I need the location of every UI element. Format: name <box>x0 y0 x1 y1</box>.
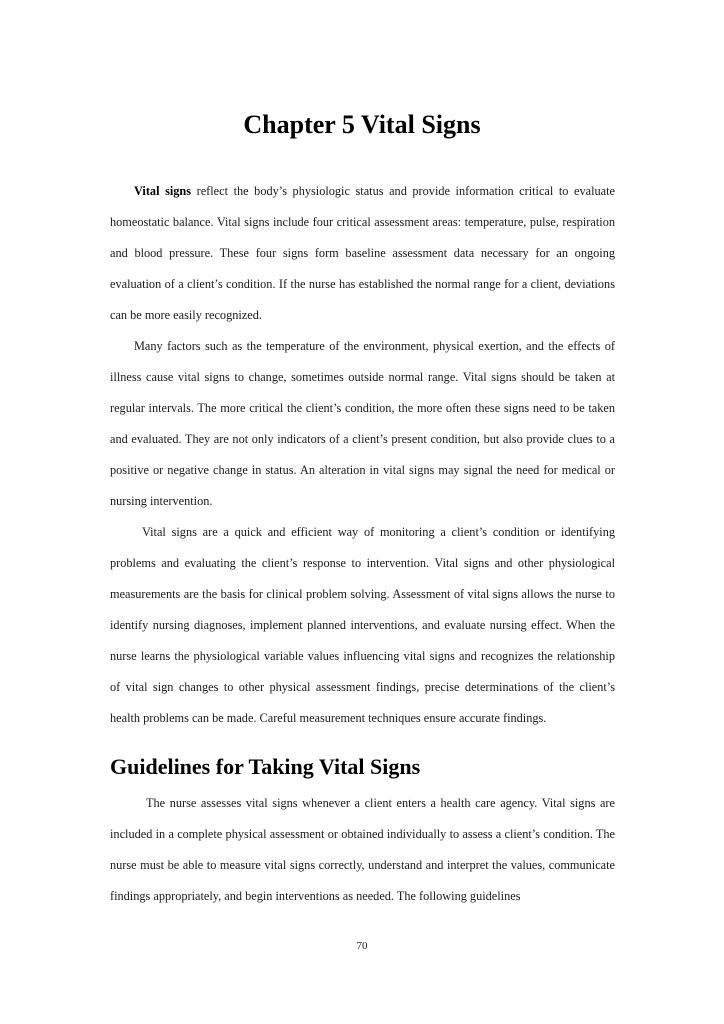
intro-paragraph-3: Vital signs are a quick and efficient way of monitoring a client’s condition or identifying problems and evaluating the client’s response to intervention. Vital signs and other physiological measurements are the basis for clinical problem solving. Assessment of vital signs allows the nurse to identify nursing diagnoses, implement planned interventions, and evaluate nursing effect. When the nurse learns the physiological variable values influencing vital signs and recognizes the relationship of vital sign changes to other physical assessment findings, precise determinations of the client’s health problems can be made. Careful measurement techniques ensure accurate findings. <box>110 525 615 725</box>
intro-paragraph-1-text: reflect the body’s physiologic status and provide information critical to evaluate homeostatic balance. Vital signs include four critical assessment areas: temperature, pulse, respiration and blood pressure. These four signs form baseline assessment data necessary for an ongoing evaluation of a client’s condition. If the nurse has established the normal range for a client, deviations can be more easily recognized. <box>110 184 615 322</box>
key-term-vital-signs: Vital signs <box>134 184 192 198</box>
page-number: 70 <box>356 940 368 952</box>
intro-section <box>110 176 615 734</box>
chapter-title: Chapter 5 Vital Signs <box>243 110 481 139</box>
guidelines-paragraph-1: The nurse assesses vital signs whenever a client enters a health care agency. Vital signs are included in a complete physical assessment or obtained individually to assess a client’s condition. The nurse must be able to measure vital signs correctly, understand and interpret the values, communicate findings appropriately, and begin interventions as needed. The following guidelines <box>110 796 615 903</box>
section-heading-guidelines: Guidelines for Taking Vital Signs <box>110 754 421 779</box>
guidelines-section <box>110 788 615 912</box>
intro-paragraph-2: Many factors such as the temperature of the environment, physical exertion, and the effects of illness cause vital signs to change, sometimes outside normal range. Vital signs should be taken at regular intervals. The more critical the client’s condition, the more often these signs need to be taken and evaluated. They are not only indicators of a client’s present condition, but also provide clues to a positive or negative change in status. An alteration in vital signs may signal the need for medical or nursing intervention. <box>110 339 615 508</box>
intro-paragraph-1 <box>110 176 615 331</box>
